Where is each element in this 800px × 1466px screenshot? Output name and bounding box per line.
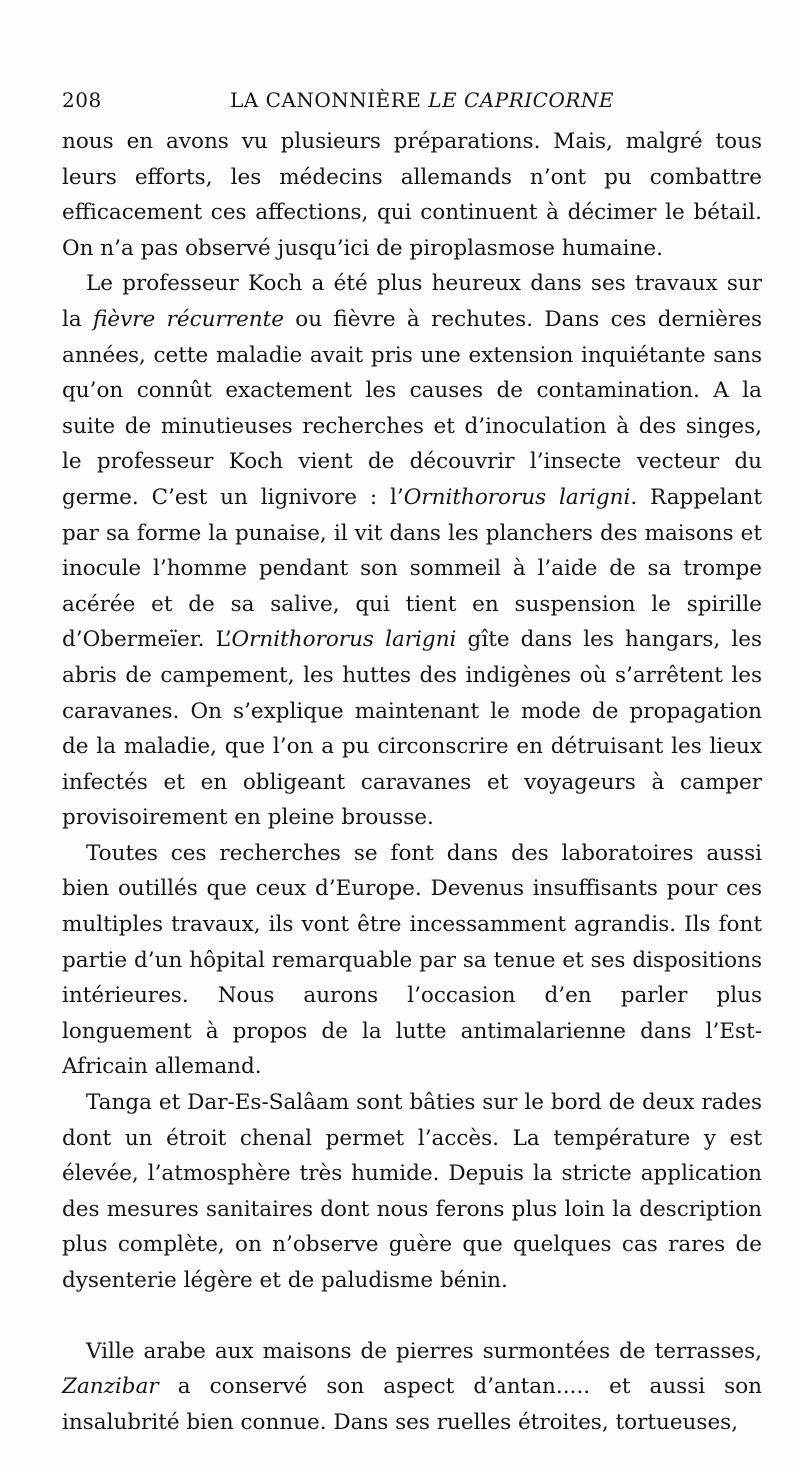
text-run: ou fièvre à rechutes. Dans ces dernières années, cette maladie avait pris une extension inquiétante sans qu’on connût exactement les causes de contamination. A la suite de minutieuses recherches et d’inoculation à des singes, le professeur Koch vient de découvrir l’insecte vecteur du germe. C’est un lignivore : l’ (62, 306, 763, 510)
text-run: . Rappelant par sa forme la punaise, il vit dans les planchers des maisons et inocule l’homme pendant son sommeil à l’aide de sa trompe acérée et de sa salive, qui tient en suspension le spirille d’Obermeïer. L’ (62, 484, 762, 653)
text-run: a conservé son aspect d’antan..... et aussi son insalubrité bien connue. Dans ses ruelles étroites, tortueuses, (62, 1374, 762, 1435)
paragraph (62, 1334, 762, 1441)
body-text (62, 124, 762, 1440)
text-run: nous en avons vu plusieurs préparations. Mais, malgré tous leurs efforts, les médecins allemands n’ont pu combattre efficacement ces affections, qui continuent à décimer le bétail. On n’a pas observé jusqu’ici de piroplasmose humaine. (62, 129, 762, 261)
paragraph (62, 836, 762, 1085)
italic-term: Ornithororus larigni (403, 484, 631, 510)
text-run: Ville arabe aux maisons de pierres surmontées de terrasses, (86, 1338, 762, 1364)
running-title (230, 88, 614, 112)
italic-term: Zanzibar (62, 1374, 159, 1400)
text-run: Toutes ces recherches se font dans des laboratoires aussi bien outillés que ceux d’Europe. Devenus insuffisants pour ces multiples travaux, ils vont être incessamment agrandis. Ils font partie d’un hôpital remarquable par sa tenue et ses dispositions intérieures. Nous aurons l’occasion d’en parler plus longuement à propos de la lutte antimalarienne dans l’Est-Africain allemand. (62, 840, 762, 1080)
text-run: Le professeur Koch a été plus heureux dans ses travaux sur la (62, 271, 762, 332)
paragraph (62, 1085, 762, 1299)
paragraph (62, 266, 762, 836)
paragraph (62, 124, 762, 266)
running-title-text: LA CANONNIÈRE (230, 88, 422, 112)
running-title-italic: LE CAPRICORNE (428, 88, 615, 112)
italic-term: fièvre récurrente (93, 306, 284, 332)
text-run: Tanga et Dar-Es-Salâam sont bâties sur le bord de deux rades dont un étroit chenal permet l’accès. La température y est élevée, l’atmosphère très humide. Depuis la stricte application des mesures sanitaires dont nous ferons plus loin la description plus complète, on n’observe guère que quelques cas rares de dysenterie légère et de paludisme bénin. (62, 1090, 762, 1293)
italic-term: Ornithororus larigni (231, 627, 457, 653)
page-number: 208 (62, 88, 102, 112)
page-header (62, 88, 762, 118)
text-run: gîte dans les hangars, les abris de campement, les huttes des indigènes où s’arrêtent les caravanes. On s’explique maintenant le mode de propagation de la maladie, que l’on a pu circonscrire en détruisant les lieux infectés et en obligeant caravanes et voyageurs à camper provisoirement en pleine brousse. (62, 627, 763, 831)
